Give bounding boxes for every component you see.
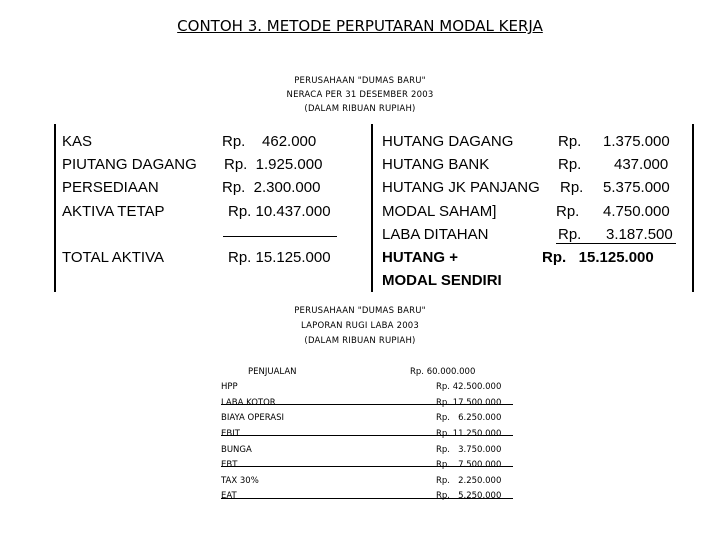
- income-amount-bunga: Rp. 3.750.000: [436, 445, 502, 455]
- liability-amount-modal-saham: 4.750.000: [603, 203, 670, 220]
- liability-currency-hutang-bank: Rp.: [558, 156, 582, 173]
- asset-label-kas: KAS: [62, 133, 93, 150]
- income-amount-penjualan: Rp. 60.000.000: [410, 367, 476, 377]
- balance-sheet-company: PERUSAHAAN "DUMAS BARU": [294, 76, 426, 86]
- income-amount-tax: Rp. 2.250.000: [436, 476, 502, 486]
- table-border-right: [692, 124, 694, 292]
- assets-total-rule: [223, 236, 337, 237]
- income-amount-laba-kotor: Rp. 17.500.000: [436, 398, 502, 408]
- total-assets-amount: Rp. 15.125.000: [228, 249, 331, 266]
- asset-label-aktiva-tetap: AKTIVA TETAP: [62, 203, 165, 220]
- income-label-penjualan: PENJUALAN: [248, 367, 297, 377]
- liability-currency-modal-saham: Rp.: [556, 203, 580, 220]
- total-liabilities-amount: Rp. 15.125.000: [542, 249, 654, 266]
- balance-sheet-unit: (DALAM RIBUAN RUPIAH): [304, 104, 416, 114]
- liability-amount-hutang-jk-panjang: 5.375.000: [603, 179, 670, 196]
- liability-amount-hutang-dagang: 1.375.000: [603, 133, 670, 150]
- income-amount-eat: Rp. 5.250.000: [436, 491, 502, 501]
- liability-label-hutang-jk-panjang: HUTANG JK PANJANG: [382, 179, 540, 196]
- total-assets-label: TOTAL AKTIVA: [62, 249, 164, 266]
- total-liabilities-label-2: MODAL SENDIRI: [382, 272, 502, 289]
- table-border-middle: [371, 124, 373, 292]
- asset-amount-persediaan: Rp. 2.300.000: [222, 179, 321, 196]
- income-label-hpp: HPP: [221, 382, 238, 392]
- income-label-tax: TAX 30%: [221, 476, 259, 486]
- income-label-ebit: EBIT: [221, 429, 240, 439]
- asset-label-piutang: PIUTANG DAGANG: [62, 156, 197, 173]
- liability-currency-hutang-jk-panjang: Rp.: [560, 179, 584, 196]
- asset-label-persediaan: PERSEDIAAN: [62, 179, 159, 196]
- asset-amount-kas: Rp. 462.000: [222, 133, 317, 150]
- asset-amount-aktiva-tetap: Rp. 10.437.000: [228, 203, 331, 220]
- income-amount-biaya-operasi: Rp. 6.250.000: [436, 413, 502, 423]
- income-label-laba-kotor: LABA KOTOR: [221, 398, 276, 408]
- balance-sheet-subtitle: NERACA PER 31 DESEMBER 2003: [286, 90, 434, 100]
- income-statement-subtitle: LAPORAN RUGI LABA 2003: [300, 321, 420, 331]
- liability-amount-hutang-bank: 437.000: [614, 156, 669, 173]
- liability-label-hutang-dagang: HUTANG DAGANG: [382, 133, 514, 150]
- income-amount-ebit: Rp. 11.250.000: [436, 429, 502, 439]
- table-border-left: [54, 124, 56, 292]
- liability-label-hutang-bank: HUTANG BANK: [382, 156, 490, 173]
- income-label-bunga: BUNGA: [221, 445, 252, 455]
- income-label-biaya-operasi: BIAYA OPERASI: [221, 413, 285, 423]
- income-statement-company: PERUSAHAAN "DUMAS BARU": [294, 306, 426, 316]
- liability-currency-laba-ditahan: Rp.: [558, 226, 582, 243]
- income-statement-unit: (DALAM RIBUAN RUPIAH): [304, 336, 416, 346]
- income-amount-ebt: Rp. 7.500.000: [436, 460, 502, 470]
- income-label-ebt: EBT: [221, 460, 238, 470]
- total-liabilities-label-1: HUTANG +: [382, 249, 458, 266]
- income-amount-hpp: Rp. 42.500.000: [436, 382, 502, 392]
- liability-label-laba-ditahan: LABA DITAHAN: [382, 226, 489, 243]
- liability-currency-hutang-dagang: Rp.: [558, 133, 582, 150]
- asset-amount-piutang: Rp. 1.925.000: [224, 156, 323, 173]
- liabilities-total-rule: [556, 243, 676, 244]
- document-title: CONTOH 3. METODE PERPUTARAN MODAL KERJA: [177, 17, 543, 35]
- income-label-eat: EAT: [221, 491, 237, 501]
- liability-label-modal-saham: MODAL SAHAM]: [382, 203, 497, 220]
- liability-amount-laba-ditahan: 3.187.500: [606, 226, 673, 243]
